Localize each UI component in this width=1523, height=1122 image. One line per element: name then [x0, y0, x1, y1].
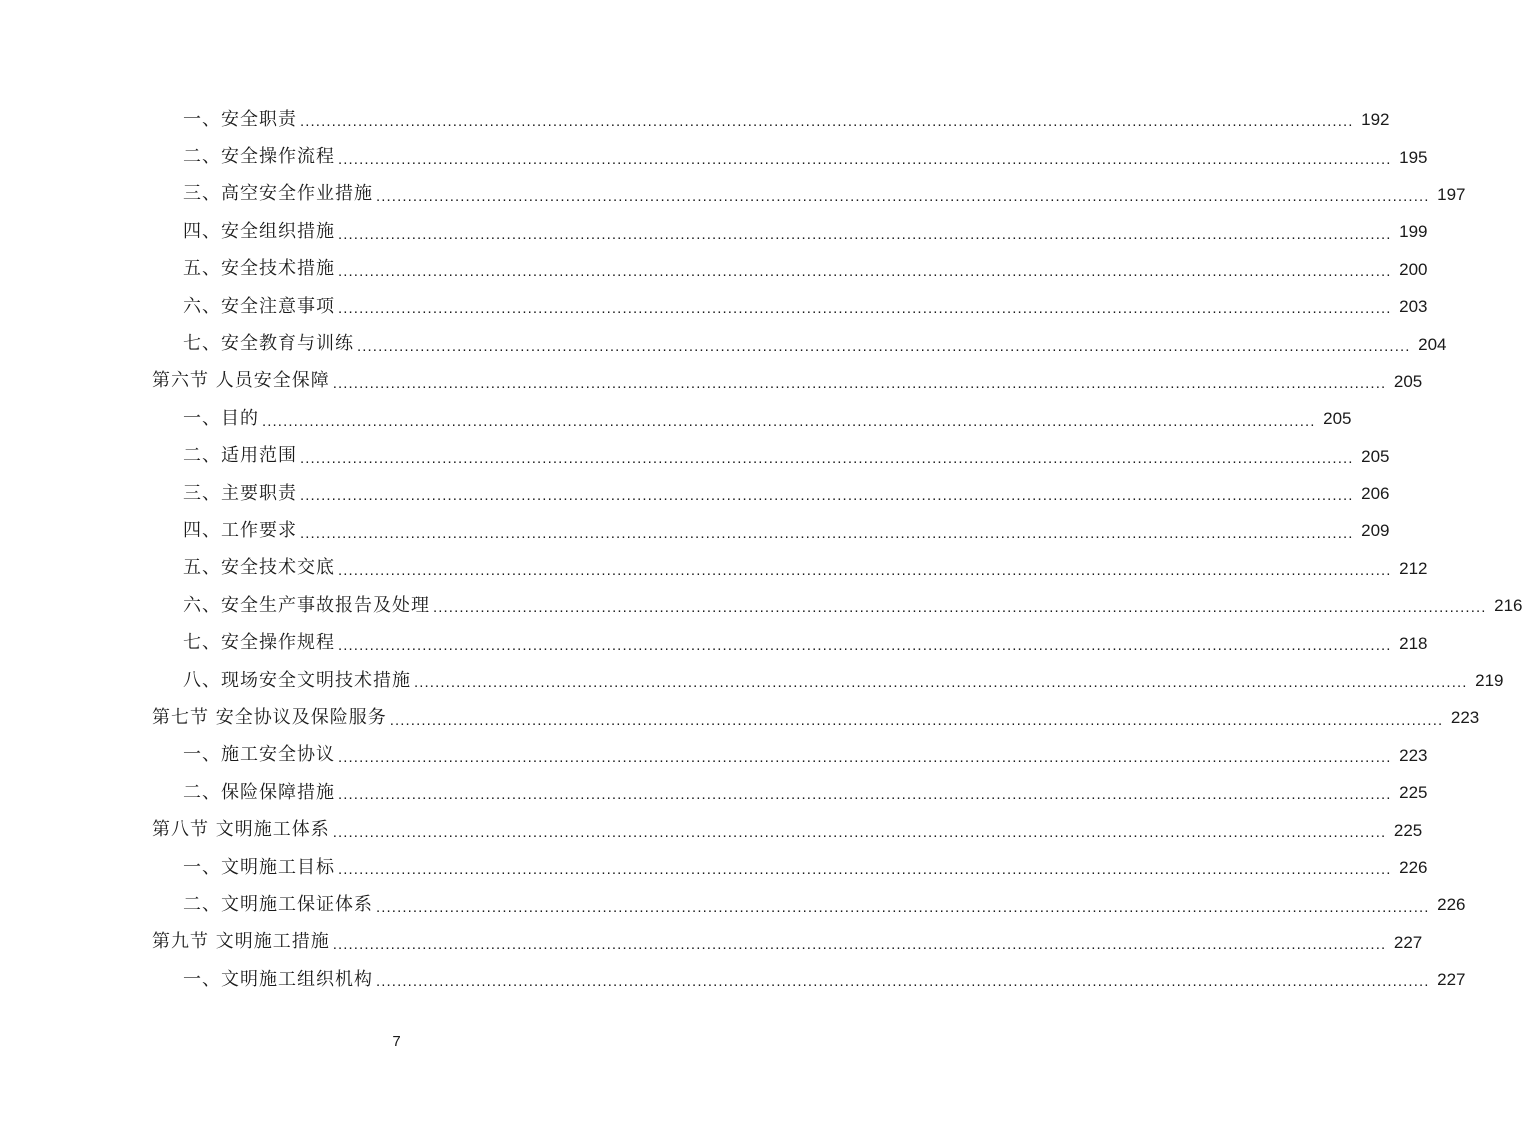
toc-subsection-entry[interactable] [0, 774, 1428, 811]
toc-entry-page-number: 223 [1399, 745, 1428, 765]
toc-subsection-entry[interactable] [0, 662, 1504, 699]
toc-entry-title: 三、高空安全作业措施 [183, 183, 373, 205]
toc-subsection-entry[interactable] [0, 737, 1428, 774]
toc-dot-leader: ........................................................................................................................................................................................................ [376, 898, 1430, 916]
toc-dot-leader: ........................................................................................................................................................................................................ [433, 599, 1487, 617]
toc-dot-leader: ........................................................................................................................................................................................................ [376, 188, 1430, 206]
toc-dot-leader: ........................................................................................................................................................................................................ [300, 524, 1354, 542]
toc-subsection-entry[interactable] [0, 475, 1390, 512]
toc-entry-title: 五、安全技术交底 [183, 557, 335, 579]
toc-dot-leader: ........................................................................................................................................................................................................ [376, 973, 1430, 991]
toc-entry-page-number: 205 [1361, 446, 1390, 466]
toc-entry-title: 二、文明施工保证体系 [183, 893, 373, 915]
toc-subsection-entry[interactable] [0, 101, 1390, 138]
toc-dot-leader: ........................................................................................................................................................................................................ [300, 449, 1354, 467]
toc-entry-page-number: 225 [1399, 783, 1428, 803]
toc-entry-title: 第九节 文明施工措施 [152, 931, 330, 953]
toc-dot-leader: ........................................................................................................................................................................................................ [338, 636, 1392, 654]
toc-dot-leader: ........................................................................................................................................................................................................ [338, 749, 1392, 767]
toc-subsection-entry[interactable] [0, 325, 1447, 362]
toc-entry-page-number: 203 [1399, 297, 1428, 317]
toc-entry-page-number: 205 [1323, 409, 1352, 429]
toc-entry-title: 一、目的 [183, 407, 259, 429]
toc-subsection-entry[interactable] [0, 849, 1428, 886]
toc-dot-leader: ........................................................................................................................................................................................................ [338, 300, 1392, 318]
toc-entry-title: 六、安全生产事故报告及处理 [183, 594, 430, 616]
toc-subsection-entry[interactable] [0, 213, 1428, 250]
toc-entry-page-number: 225 [1393, 820, 1423, 840]
toc-dot-leader: ........................................................................................................................................................................................................ [338, 786, 1392, 804]
toc-dot-leader: ........................................................................................................................................................................................................ [338, 225, 1392, 243]
toc-entry-title: 一、文明施工目标 [183, 856, 335, 878]
toc-section-entry[interactable] [0, 811, 1423, 848]
toc-subsection-entry[interactable] [0, 138, 1428, 175]
table-of-contents [0, 101, 1523, 998]
toc-entry-page-number: 205 [1393, 371, 1423, 391]
toc-subsection-entry[interactable] [0, 176, 1466, 213]
toc-dot-leader: ........................................................................................................................................................................................................ [332, 823, 1387, 841]
toc-dot-leader: ........................................................................................................................................................................................................ [338, 150, 1392, 168]
toc-entry-title: 一、安全职责 [183, 108, 297, 130]
toc-section-entry[interactable] [0, 699, 1480, 736]
page-number: 7 [392, 1033, 401, 1050]
toc-dot-leader: ........................................................................................................................................................................................................ [357, 337, 1411, 355]
toc-subsection-entry[interactable] [0, 251, 1428, 288]
toc-subsection-entry[interactable] [0, 624, 1428, 661]
toc-entry-page-number: 223 [1450, 708, 1480, 728]
toc-entry-title: 第八节 文明施工体系 [152, 819, 330, 841]
toc-entry-title: 七、安全操作规程 [183, 632, 335, 654]
toc-dot-leader: ........................................................................................................................................................................................................ [262, 412, 1316, 430]
toc-entry-page-number: 209 [1361, 521, 1390, 541]
toc-entry-title: 六、安全注意事项 [183, 295, 335, 317]
toc-entry-title: 二、适用范围 [183, 445, 297, 467]
toc-entry-page-number: 200 [1399, 259, 1428, 279]
toc-entry-page-number: 212 [1399, 558, 1428, 578]
toc-entry-title: 二、保险保障措施 [183, 781, 335, 803]
toc-entry-title: 四、工作要求 [183, 519, 297, 541]
toc-entry-page-number: 195 [1399, 147, 1428, 167]
toc-entry-page-number: 197 [1437, 184, 1466, 204]
toc-entry-page-number: 227 [1437, 970, 1466, 990]
toc-entry-title: 一、施工安全协议 [183, 744, 335, 766]
toc-subsection-entry[interactable] [0, 400, 1352, 437]
toc-entry-page-number: 199 [1399, 222, 1428, 242]
toc-entry-title: 第七节 安全协议及保险服务 [152, 706, 387, 728]
toc-dot-leader: ........................................................................................................................................................................................................ [332, 935, 1387, 953]
toc-section-entry[interactable] [0, 363, 1423, 400]
toc-entry-title: 四、安全组织措施 [183, 220, 335, 242]
toc-dot-leader: ........................................................................................................................................................................................................ [338, 861, 1392, 879]
toc-entry-page-number: 226 [1399, 858, 1428, 877]
toc-entry-title: 三、主要职责 [183, 482, 297, 504]
toc-entry-page-number: 192 [1361, 110, 1390, 130]
toc-entry-title: 五、安全技术措施 [183, 258, 335, 280]
toc-entry-title: 八、现场安全文明技术措施 [183, 669, 411, 691]
toc-subsection-entry[interactable] [0, 438, 1390, 475]
toc-subsection-entry[interactable] [0, 961, 1466, 998]
toc-section-entry[interactable] [0, 924, 1423, 961]
toc-entry-title: 七、安全教育与训练 [183, 333, 354, 355]
toc-dot-leader: ........................................................................................................................................................................................................ [300, 487, 1354, 505]
toc-entry-page-number: 219 [1475, 671, 1504, 691]
toc-dot-leader: ........................................................................................................................................................................................................ [300, 113, 1354, 131]
toc-entry-page-number: 218 [1399, 633, 1428, 653]
toc-entry-page-number: 204 [1418, 334, 1447, 354]
toc-entry-page-number: 226 [1437, 895, 1466, 915]
toc-dot-leader: ........................................................................................................................................................................................................ [338, 562, 1392, 580]
toc-subsection-entry[interactable] [0, 512, 1390, 549]
toc-entry-title: 第六节 人员安全保障 [152, 370, 330, 392]
toc-subsection-entry[interactable] [0, 587, 1523, 624]
toc-entry-page-number: 206 [1361, 484, 1390, 504]
toc-entry-page-number: 216 [1494, 596, 1523, 616]
toc-subsection-entry[interactable] [0, 550, 1428, 587]
toc-dot-leader: ........................................................................................................................................................................................................ [414, 674, 1468, 692]
toc-dot-leader: ........................................................................................................................................................................................................ [332, 375, 1387, 393]
toc-entry-title: 一、文明施工组织机构 [183, 968, 373, 990]
toc-dot-leader: ........................................................................................................................................................................................................ [338, 262, 1392, 280]
toc-subsection-entry[interactable] [0, 886, 1466, 923]
toc-dot-leader: ........................................................................................................................................................................................................ [389, 711, 1444, 729]
toc-entry-page-number: 227 [1393, 932, 1423, 952]
toc-entry-title: 二、安全操作流程 [183, 146, 335, 168]
toc-subsection-entry[interactable] [0, 288, 1428, 325]
